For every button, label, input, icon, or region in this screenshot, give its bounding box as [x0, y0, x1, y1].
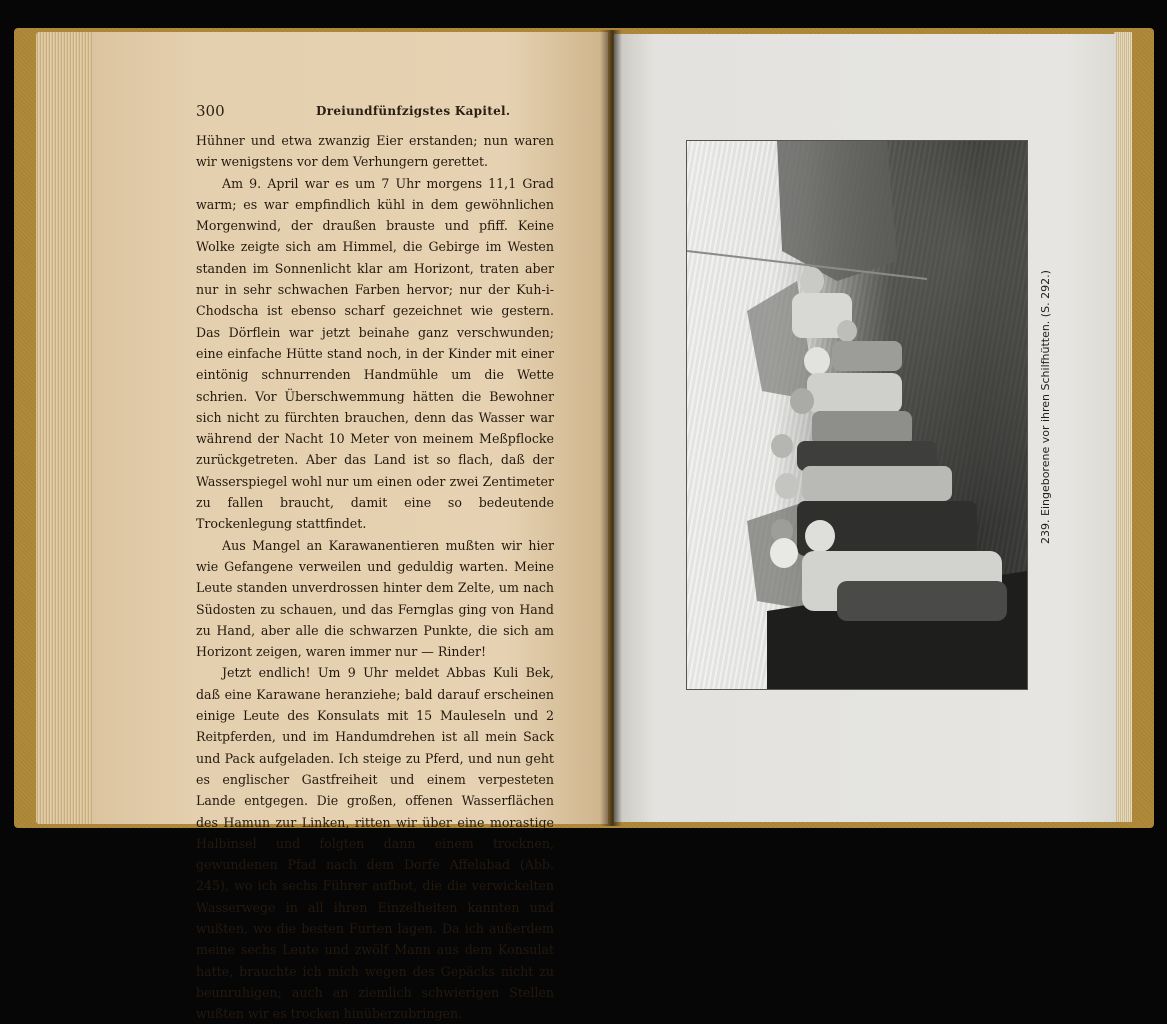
person-head: [770, 538, 798, 568]
person-head: [800, 267, 824, 295]
person-body: [802, 466, 952, 501]
person-head: [837, 320, 857, 342]
person-head: [804, 347, 830, 375]
paragraph: Aus Mangel an Karawanentieren mußten wir hier wie Gefangene verweilen und geduldig warten. Meine Leute standen unverdrossen hinter dem Zelte, um nach Südosten zu schauen, und das Fernglas ging von Hand zu Hand, aber alle die schwarzen Punkte, die sich am Horizont zeigen, waren immer nur — Rinder!: [196, 537, 554, 660]
page-number: 300: [196, 102, 225, 120]
person-head: [805, 520, 835, 552]
paragraph: Hühner und etwa zwanzig Eier erstanden; nun waren wir wenigstens vor dem Verhungern gerettet.: [196, 133, 554, 170]
paragraph: Jetzt endlich! Um 9 Uhr meldet Abbas Kuli Bek, daß eine Karawane heranziehe; bald darauf erscheinen einige Leute des Konsulats mit 15 Mauleseln und 2 Reitpferden, und im Handumdrehen ist all mein Sack und Pack aufgeladen. Ich steige zu Pferd, und nun geht es englischer Gastfreiheit und einem verpesteten Lande entgegen. Die großen, offenen Wasserflächen des Hamun zur Linken, ritten wir über eine morastige Halbinsel und folgten dann einem trocknen, gewundenen Pfad nach dem Dorfe Affelabad (Abb. 245), wo ich sechs Führer aufbot, die die verwickelten Wasserwege in all ihren Einzelheiten kannten und wußten, wo die besten Furten lagen. Da ich außerdem meine sechs Leute und zwölf Mann aus dem Konsulat hatte, brauchte ich mich wegen des Gepäcks nicht zu beunruhigen; auch an ziemlich schwierigen Stellen wußten wir es trocken hinüberzubringen.: [196, 665, 554, 1022]
person-body: [832, 341, 902, 371]
person-body: [812, 411, 912, 446]
page-header: [196, 102, 556, 122]
photo-caption: [1034, 270, 1054, 550]
person-body: [807, 373, 902, 413]
photo-figures: [687, 141, 1027, 689]
person-head: [775, 473, 799, 499]
reed-hut: [777, 141, 897, 281]
photo-plate: [686, 140, 1028, 690]
caption-text: 239. Eingeborene vor ihren Schilfhütten. (S. 292.): [1039, 270, 1052, 544]
book-gutter: [600, 30, 622, 826]
person-head: [790, 388, 814, 414]
body-text: [196, 130, 554, 1024]
page-edges-left: [36, 32, 96, 824]
page-edges-right: [1114, 32, 1132, 822]
running-head: Dreiundfünfzigstes Kapitel.: [316, 104, 511, 118]
person-head: [771, 434, 793, 458]
person-body: [837, 581, 1007, 621]
paragraph: Am 9. April war es um 7 Uhr morgens 11,1 Grad warm; es war empfindlich kühl in dem gewöhnlichen Morgenwind, der draußen brauste und pfiff. Keine Wolke zeigte sich am Himmel, die Gebirge im Westen standen im Sonnenlicht klar am Horizont, traten aber nur in sehr schwachen Farben hervor; nur der Kuh-i-Chodscha ist ebenso scharf gezeichnet wie gestern. Das Dörflein war jetzt beinahe ganz verschwunden; eine einfache Hütte stand noch, in der Kinder mit einer eintönig schnurrenden Handmühle um die Wette schrien. Vor Überschwemmung hätten die Bewohner sich nicht zu fürchten brauchen, denn das Wasser war während der Nacht 10 Meter von meinem Meßpflocke zurückgetreten. Aber das Land ist so flach, daß der Wasserspiegel wohl nur um einen oder zwei Zentimeter zu fallen braucht, damit eine so bedeutende Trockenlegung stattfindet.: [196, 175, 554, 532]
